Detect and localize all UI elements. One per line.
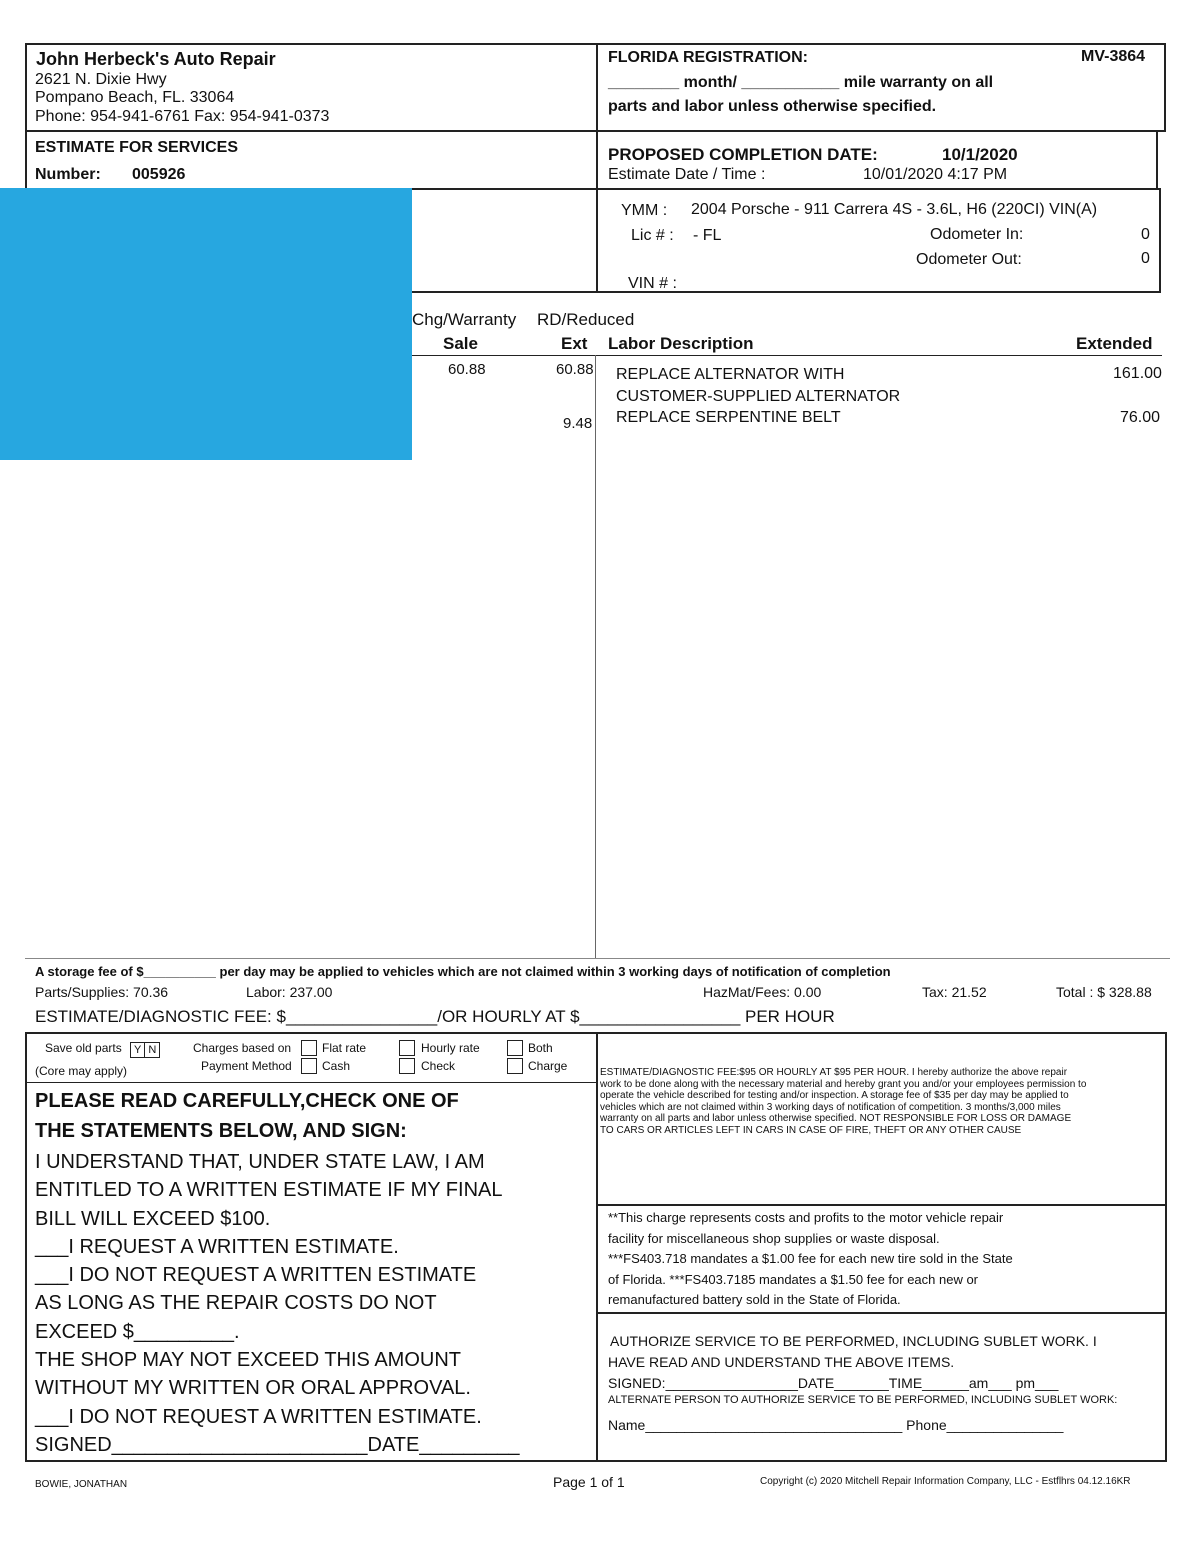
flat-rate-label: Flat rate xyxy=(322,1041,367,1055)
charge-note-line: **This charge represents costs and profits to the motor vehicle repair xyxy=(608,1210,1004,1225)
labor-total: Labor: 237.00 xyxy=(246,984,333,1000)
shop-name: John Herbeck's Auto Repair xyxy=(36,49,276,69)
customer-name: BOWIE, JONATHAN xyxy=(35,1479,128,1490)
statements-list xyxy=(35,1148,519,1459)
statement-line: ENTITLED TO A WRITTEN ESTIMATE IF MY FINAL xyxy=(35,1179,503,1202)
hourly-rate-label: Hourly rate xyxy=(421,1041,480,1055)
statement-line: I UNDERSTAND THAT, UNDER STATE LAW, I AM xyxy=(35,1151,485,1173)
labor-amount-2: 76.00 xyxy=(1120,409,1161,426)
header-underline xyxy=(412,355,1162,356)
terms-line: vehicles which are not claimed within 3 working days of notification of competition. 3 months/3,000 miles xyxy=(600,1101,1061,1113)
charge-note-text xyxy=(608,1208,1013,1311)
authorize-line-1: AUTHORIZE SERVICE TO BE PERFORMED, INCLUDING SUBLET WORK. I xyxy=(610,1333,1097,1349)
check-label: Check xyxy=(421,1059,456,1073)
terms-text xyxy=(600,1067,1086,1136)
estimate-date-label: Estimate Date / Time : xyxy=(608,166,766,183)
registration-label: FLORIDA REGISTRATION: xyxy=(608,49,808,66)
page-number: Page 1 of 1 xyxy=(553,1474,625,1490)
ymm-label: YMM : xyxy=(621,202,668,219)
rd-reduced-header: RD/Reduced xyxy=(537,310,635,329)
terms-line: operate the vehicle described for testing and/or inspection. A storage fee of $35 per day may be applied to xyxy=(600,1090,1069,1101)
payment-method-label: Payment Method xyxy=(201,1059,292,1073)
terms-line: ESTIMATE/DIAGNOSTIC FEE:$95 OR HOURLY AT $95 PER HOUR. I hereby authorize the above repair xyxy=(600,1067,1068,1078)
flat-rate-checkbox[interactable] xyxy=(301,1040,317,1056)
completion-date: 10/1/2020 xyxy=(942,145,1018,164)
charge-note-line: facility for miscellaneous shop supplies or waste disposal. xyxy=(608,1230,940,1246)
yes-option[interactable]: Y xyxy=(130,1042,145,1058)
name-phone-line[interactable]: Name_________________________________ Phone_______________ xyxy=(608,1417,1064,1433)
authorize-line-2: HAVE READ AND UNDERSTAND THE ABOVE ITEMS. xyxy=(608,1354,955,1370)
labor-description-header: Labor Description xyxy=(608,334,754,353)
shop-address-line1: 2621 N. Dixie Hwy xyxy=(35,71,167,88)
both-checkbox[interactable] xyxy=(507,1040,523,1056)
license-label: Lic # : xyxy=(631,227,674,244)
sale-header: Sale xyxy=(443,334,478,353)
vin-label: VIN # : xyxy=(628,275,677,292)
save-old-parts-label: Save old parts xyxy=(45,1041,122,1055)
exceed-amount-field[interactable]: EXCEED $_________. xyxy=(35,1320,240,1343)
authorize-signed-line[interactable]: SIGNED:_________________DATE_______TIME______am___ pm___ xyxy=(608,1375,1059,1391)
authorize-divider xyxy=(596,1312,1167,1314)
hazmat-fees: HazMat/Fees: 0.00 xyxy=(703,984,822,1000)
save-old-parts-yn[interactable] xyxy=(130,1040,160,1058)
terms-line: TO CARS OR ARTICLES LEFT IN CARS IN CASE OF FIRE, THEFT OR ANY OTHER CAUSE xyxy=(600,1124,1022,1136)
charges-based-on-label: Charges based on xyxy=(193,1041,292,1055)
hourly-rate-checkbox[interactable] xyxy=(399,1040,415,1056)
license-value: - FL xyxy=(693,227,722,244)
alternate-person-note: ALTERNATE PERSON TO AUTHORIZE SERVICE TO BE PERFORMED, INCLUDING SUBLET WORK: xyxy=(608,1394,1118,1406)
charge-note-divider xyxy=(596,1204,1167,1206)
registration-number: MV-3864 xyxy=(1081,48,1146,65)
charge-note-line: ***FS403.718 mandates a $1.00 fee for each new tire sold in the State xyxy=(608,1251,1013,1266)
redaction-patch xyxy=(0,188,412,460)
labor-desc-2: REPLACE SERPENTINE BELT xyxy=(616,409,841,426)
part-ext-2: 9.48 xyxy=(563,415,593,432)
statements-heading-1: PLEASE READ CAREFULLY,CHECK ONE OF xyxy=(35,1090,459,1112)
odometer-in-label: Odometer In: xyxy=(930,226,1024,243)
ymm-value: 2004 Porsche - 911 Carrera 4S - 3.6L, H6 (220CI) VIN(A) xyxy=(691,201,1098,218)
request-estimate-option[interactable]: ___I REQUEST A WRITTEN ESTIMATE. xyxy=(35,1235,399,1258)
extended-header: Extended xyxy=(1076,334,1153,353)
diagnostic-fee-line: ESTIMATE/DIAGNOSTIC FEE: $________________/OR HOURLY AT $_________________ PER HOUR xyxy=(35,1007,835,1026)
charge-checkbox[interactable] xyxy=(507,1058,523,1074)
shop-address-line2: Pompano Beach, FL. 33064 xyxy=(35,89,235,106)
statement-line: WITHOUT MY WRITTEN OR ORAL APPROVAL. xyxy=(35,1377,471,1400)
cash-label: Cash xyxy=(322,1059,351,1073)
no-option[interactable]: N xyxy=(145,1042,160,1058)
estimate-number-label: Number: xyxy=(35,166,101,183)
options-divider xyxy=(25,1082,598,1083)
cash-checkbox[interactable] xyxy=(301,1058,317,1074)
core-note: (Core may apply) xyxy=(35,1064,128,1078)
warranty-line-2: parts and labor unless otherwise specified. xyxy=(608,98,937,115)
labor-desc-1b: CUSTOMER-SUPPLIED ALTERNATOR xyxy=(616,388,901,405)
odometer-out-label: Odometer Out: xyxy=(916,251,1022,268)
part-ext-1: 60.88 xyxy=(556,361,594,378)
estimate-heading: ESTIMATE FOR SERVICES xyxy=(35,139,238,156)
statement-line: AS LONG AS THE REPAIR COSTS DO NOT xyxy=(35,1292,437,1315)
labor-desc-1: REPLACE ALTERNATOR WITH xyxy=(616,366,845,383)
signed-date-line[interactable]: SIGNED_______________________DATE_________ xyxy=(35,1433,520,1456)
labor-amount-1: 161.00 xyxy=(1113,365,1162,382)
shop-phone-fax: Phone: 954-941-6761 Fax: 954-941-0373 xyxy=(35,108,330,125)
charge-note-line: of Florida. ***FS403.7185 mandates a $1.50 fee for each new or xyxy=(608,1271,979,1287)
copyright-note: Copyright (c) 2020 Mitchell Repair Information Company, LLC - Estflhrs 04.12.16KR xyxy=(760,1476,1131,1487)
statement-line: THE SHOP MAY NOT EXCEED THIS AMOUNT xyxy=(35,1349,462,1372)
completion-label: PROPOSED COMPLETION DATE: xyxy=(608,145,878,164)
terms-line: warranty on all parts and labor unless otherwise specified. NOT RESPONSIBLE FOR LOSS OR DAMAGE xyxy=(600,1113,1072,1124)
storage-fee-note: A storage fee of $__________ per day may be applied to vehicles which are not claimed within 3 working days of notification of completion xyxy=(35,964,891,979)
estimate-number: 005926 xyxy=(132,166,186,183)
charge-note-line: remanufactured battery sold in the State of Florida. xyxy=(608,1292,901,1307)
column-divider xyxy=(595,355,596,958)
odometer-in-value: 0 xyxy=(1141,226,1150,243)
tax-total: Tax: 21.52 xyxy=(922,984,987,1000)
part-sale-1: 60.88 xyxy=(448,361,486,378)
warranty-line-1: ________ month/ ___________ mile warranty on all xyxy=(608,74,994,91)
no-estimate-option[interactable]: ___I DO NOT REQUEST A WRITTEN ESTIMATE. xyxy=(35,1405,482,1428)
terms-line: work to be done along with the necessary material and hereby grant you and/or your employees permission to xyxy=(600,1078,1087,1090)
check-checkbox[interactable] xyxy=(399,1058,415,1074)
odometer-out-value: 0 xyxy=(1141,250,1150,267)
totals-top-rule xyxy=(25,958,1170,959)
statements-heading-2: THE STATEMENTS BELOW, AND SIGN: xyxy=(35,1120,407,1142)
no-estimate-limit-option[interactable]: ___I DO NOT REQUEST A WRITTEN ESTIMATE xyxy=(35,1264,477,1287)
ext-header: Ext xyxy=(561,334,588,353)
charge-label: Charge xyxy=(528,1059,568,1073)
parts-supplies-total: Parts/Supplies: 70.36 xyxy=(35,984,169,1000)
grand-total: Total : $ 328.88 xyxy=(1056,984,1152,1000)
both-label: Both xyxy=(528,1041,553,1055)
chg-warranty-header: Chg/Warranty xyxy=(412,310,517,329)
estimate-date-value: 10/01/2020 4:17 PM xyxy=(863,166,1008,183)
statement-line: BILL WILL EXCEED $100. xyxy=(35,1207,271,1230)
vehicle-box-divider xyxy=(596,188,598,293)
